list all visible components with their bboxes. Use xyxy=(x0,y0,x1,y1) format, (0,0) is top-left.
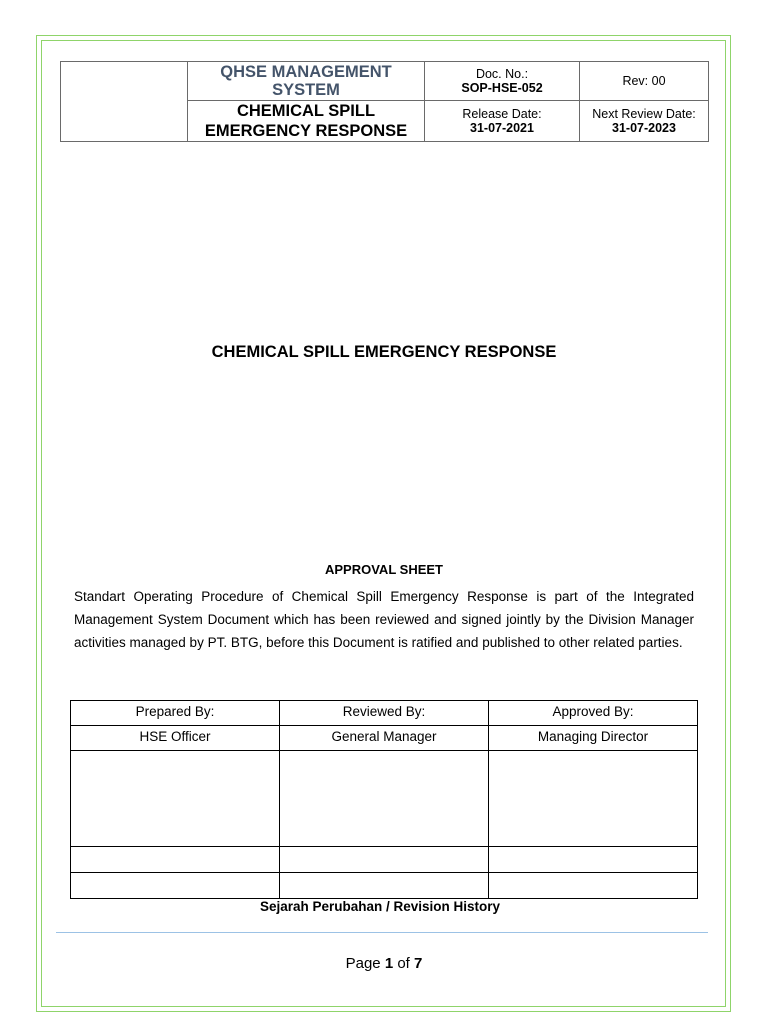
prepared-by-signature-cell xyxy=(71,751,280,847)
release-date-cell xyxy=(425,101,580,142)
document-title-cell xyxy=(188,101,425,142)
approval-table xyxy=(70,700,698,899)
reviewed-by-name-cell xyxy=(280,847,489,873)
approved-by-signature-cell xyxy=(489,751,698,847)
footer-divider xyxy=(56,932,708,933)
rev-label: Rev: 00 xyxy=(622,74,666,88)
prepared-by-date-cell xyxy=(71,873,280,899)
approved-by-role: Managing Director xyxy=(489,726,698,751)
page-current: 1 xyxy=(384,955,394,972)
prepared-by-role: HSE Officer xyxy=(71,726,280,751)
release-date-label: Release Date: xyxy=(462,107,542,121)
next-review-value: 31-07-2023 xyxy=(612,121,676,135)
approved-by-name-cell xyxy=(489,847,698,873)
page-total: 7 xyxy=(414,955,423,972)
reviewed-by-role: General Manager xyxy=(280,726,489,751)
next-review-cell xyxy=(580,101,709,142)
page-prefix: Page xyxy=(345,955,381,972)
approval-text: Standart Operating Procedure of Chemical Spill Emergency Response is part of the Integrated Management System Document which has been reviewed and signed jointly by the Division Manager activities managed by PT. BTG, before this Document is ratified and published to other related parties. xyxy=(74,589,694,650)
reviewed-by-label: Reviewed By: xyxy=(280,701,489,726)
prepared-by-label: Prepared By: xyxy=(71,701,280,726)
reviewed-by-signature-cell xyxy=(280,751,489,847)
main-title: CHEMICAL SPILL EMERGENCY RESPONSE xyxy=(211,343,557,361)
rev-cell xyxy=(580,62,709,101)
revision-history-label: Sejarah Perubahan / Revision History xyxy=(259,899,501,914)
doc-no-label: Doc. No.: xyxy=(475,67,529,81)
reviewed-by-date-cell xyxy=(280,873,489,899)
page-number xyxy=(0,955,768,972)
system-title-cell xyxy=(188,62,425,101)
doc-no-cell xyxy=(425,62,580,101)
document-title: CHEMICAL SPILL EMERGENCY RESPONSE xyxy=(204,102,408,140)
page-of: of xyxy=(397,955,410,972)
logo-cell xyxy=(61,62,188,142)
release-date-value: 31-07-2021 xyxy=(470,121,534,135)
doc-no-value: SOP-HSE-052 xyxy=(461,81,543,95)
document-header-table xyxy=(60,61,709,142)
next-review-label: Next Review Date: xyxy=(592,107,696,121)
prepared-by-name-cell xyxy=(71,847,280,873)
approved-by-label: Approved By: xyxy=(489,701,698,726)
system-title: QHSE MANAGEMENT SYSTEM xyxy=(220,63,392,99)
approved-by-date-cell xyxy=(489,873,698,899)
approval-sheet-title: APPROVAL SHEET xyxy=(325,562,443,577)
